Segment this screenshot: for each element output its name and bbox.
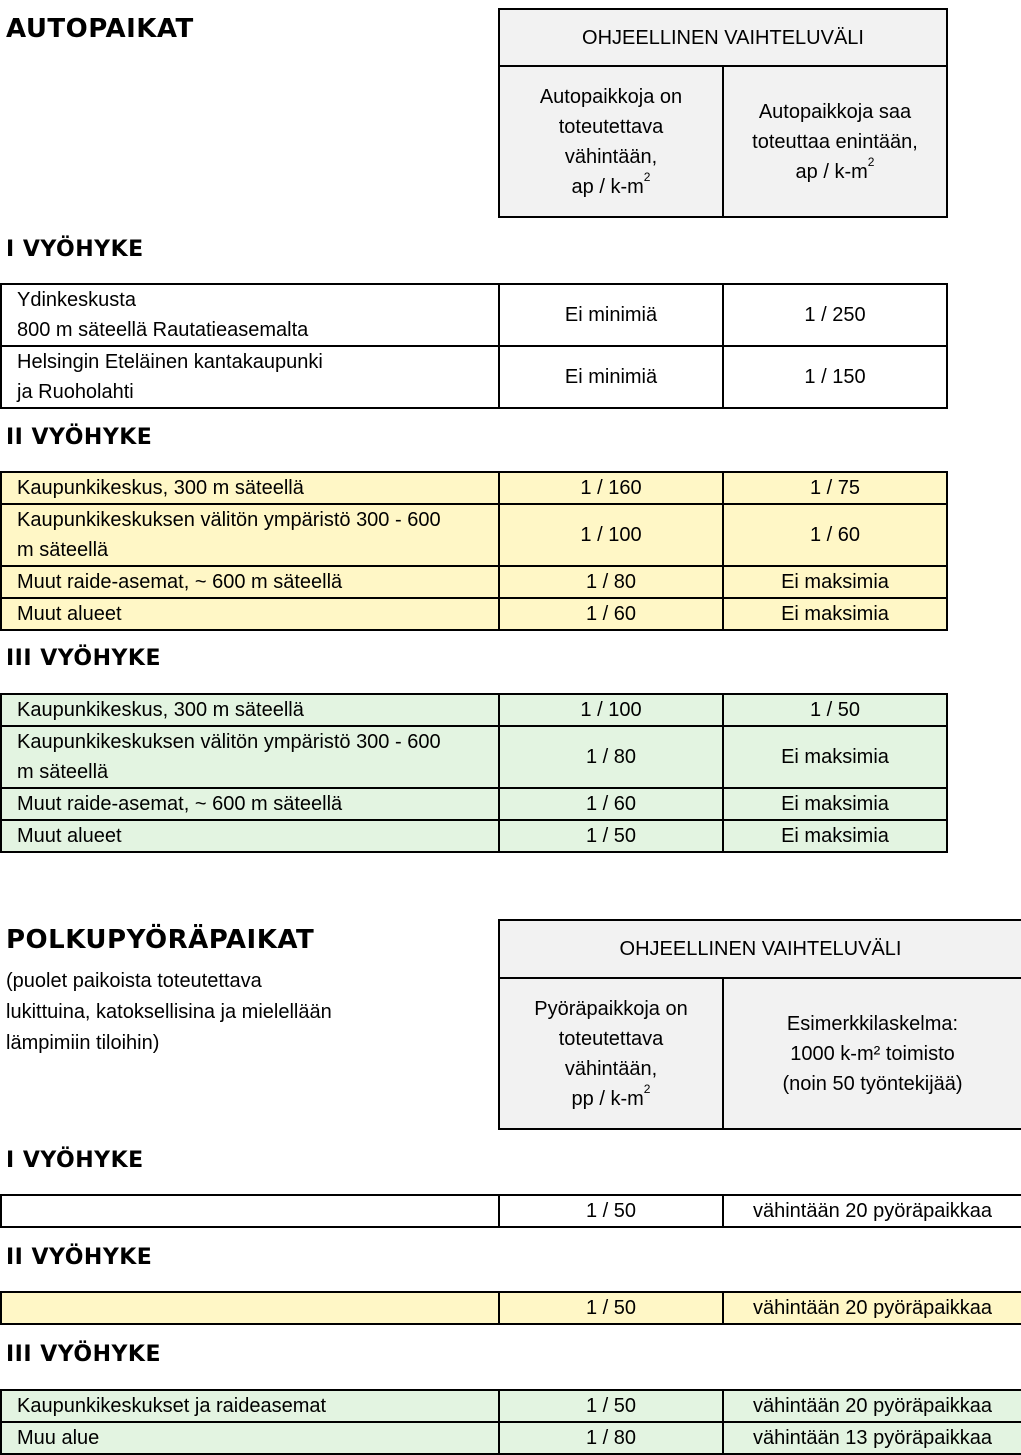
table-row xyxy=(1,726,947,788)
area-cell: Kaupunkikeskukset ja raideasemat xyxy=(1,1390,499,1422)
table-row xyxy=(1,1422,1021,1454)
car-header-max: Autopaikkoja saa toteuttaa enintään, ap / $k-m^2$ xyxy=(723,66,947,217)
area-cell: Kaupunkikeskus, 300 m säteellä xyxy=(1,472,499,504)
area-cell: Muut raide-asemat, ~ 600 m säteellä xyxy=(1,788,499,820)
bike-note: (puolet paikoista toteutettava lukittuina, katoksellisina ja mielellään lämpimiin tiloihin) xyxy=(6,970,332,1054)
min-cell: 1 / 50 xyxy=(499,1390,723,1422)
car-header-min: Autopaikkoja on toteutettava vähintään, ap / $k-m^2$ xyxy=(499,66,723,217)
area-cell: Kaupunkikeskuksen välitön ympäristö 300 - 600 m säteellä xyxy=(1,504,499,566)
max-cell: 1 / 60 xyxy=(723,504,947,566)
car-zone3-table xyxy=(0,693,948,853)
max-cell: 1 / 150 xyxy=(723,346,947,408)
area-cell xyxy=(1,1292,499,1324)
area-cell: Muut alueet xyxy=(1,598,499,630)
area-cell: Ydinkeskusta 800 m säteellä Rautatieasemalta xyxy=(1,284,499,346)
min-cell: 1 / 60 xyxy=(499,788,723,820)
min-cell: 1 / 50 xyxy=(499,820,723,852)
area-cell: Muut raide-asemat, ~ 600 m säteellä xyxy=(1,566,499,598)
table-row xyxy=(1,1292,1021,1324)
table-row xyxy=(1,694,947,726)
min-cell: 1 / 50 xyxy=(499,1195,723,1227)
bike-zone2-label: II VYÖHYKE xyxy=(6,1245,153,1270)
bike-header-table xyxy=(498,919,1021,1130)
min-cell: 1 / 100 xyxy=(499,694,723,726)
car-section-title: AUTOPAIKAT xyxy=(6,14,194,44)
table-row xyxy=(1,1390,1021,1422)
min-cell: 1 / 100 xyxy=(499,504,723,566)
example-cell: vähintään 20 pyöräpaikkaa xyxy=(723,1390,1021,1422)
min-cell: Ei minimiä xyxy=(499,284,723,346)
car-zone3-label: III VYÖHYKE xyxy=(6,646,162,671)
bike-header-min: Pyöräpaikkoja on toteutettava vähintään, pp / $k-m^2$ xyxy=(499,978,723,1129)
car-zone1-table xyxy=(0,283,948,409)
table-row xyxy=(1,788,947,820)
max-cell: 1 / 250 xyxy=(723,284,947,346)
max-cell: 1 / 75 xyxy=(723,472,947,504)
max-cell: Ei maksimia xyxy=(723,598,947,630)
bike-section-title: POLKUPYÖRÄPAIKAT xyxy=(6,925,315,955)
min-cell: 1 / 60 xyxy=(499,598,723,630)
bike-header-example: Esimerkkilaskelma: 1000 k-m² toimisto (noin 50 työntekijää) xyxy=(723,978,1021,1129)
bike-zone1-label: I VYÖHYKE xyxy=(6,1148,144,1173)
min-cell: 1 / 80 xyxy=(499,1422,723,1454)
min-cell: 1 / 80 xyxy=(499,726,723,788)
area-cell: Kaupunkikeskus, 300 m säteellä xyxy=(1,694,499,726)
table-row xyxy=(1,346,947,408)
area-cell: Muut alueet xyxy=(1,820,499,852)
car-header-table xyxy=(498,8,948,218)
car-zone2-label: II VYÖHYKE xyxy=(6,425,153,450)
table-row xyxy=(1,504,947,566)
car-zone1-label: I VYÖHYKE xyxy=(6,237,144,262)
table-row xyxy=(1,820,947,852)
bike-zone2-table xyxy=(0,1291,1021,1325)
max-cell: Ei maksimia xyxy=(723,726,947,788)
area-cell: Kaupunkikeskuksen välitön ympäristö 300 - 600 m säteellä xyxy=(1,726,499,788)
max-cell: Ei maksimia xyxy=(723,788,947,820)
table-row xyxy=(1,1195,1021,1227)
min-cell: 1 / 160 xyxy=(499,472,723,504)
example-cell: vähintään 20 pyöräpaikkaa xyxy=(723,1195,1021,1227)
min-cell: Ei minimiä xyxy=(499,346,723,408)
bike-zone3-label: III VYÖHYKE xyxy=(6,1342,162,1367)
table-row xyxy=(1,472,947,504)
max-cell: Ei maksimia xyxy=(723,820,947,852)
car-zone2-table xyxy=(0,471,948,631)
max-cell: 1 / 50 xyxy=(723,694,947,726)
bike-zone1-table xyxy=(0,1194,1021,1228)
area-cell: Muu alue xyxy=(1,1422,499,1454)
bike-header-group: OHJEELLINEN VAIHTELUVÄLI xyxy=(499,920,1021,978)
table-row xyxy=(1,284,947,346)
min-cell: 1 / 80 xyxy=(499,566,723,598)
car-header-group: OHJEELLINEN VAIHTELUVÄLI xyxy=(499,9,947,66)
min-cell: 1 / 50 xyxy=(499,1292,723,1324)
area-cell: Helsingin Eteläinen kantakaupunki ja Ruoholahti xyxy=(1,346,499,408)
table-row xyxy=(1,598,947,630)
area-cell xyxy=(1,1195,499,1227)
max-cell: Ei maksimia xyxy=(723,566,947,598)
example-cell: vähintään 20 pyöräpaikkaa xyxy=(723,1292,1021,1324)
table-row xyxy=(1,566,947,598)
bike-zone3-table xyxy=(0,1389,1021,1455)
example-cell: vähintään 13 pyöräpaikkaa xyxy=(723,1422,1021,1454)
